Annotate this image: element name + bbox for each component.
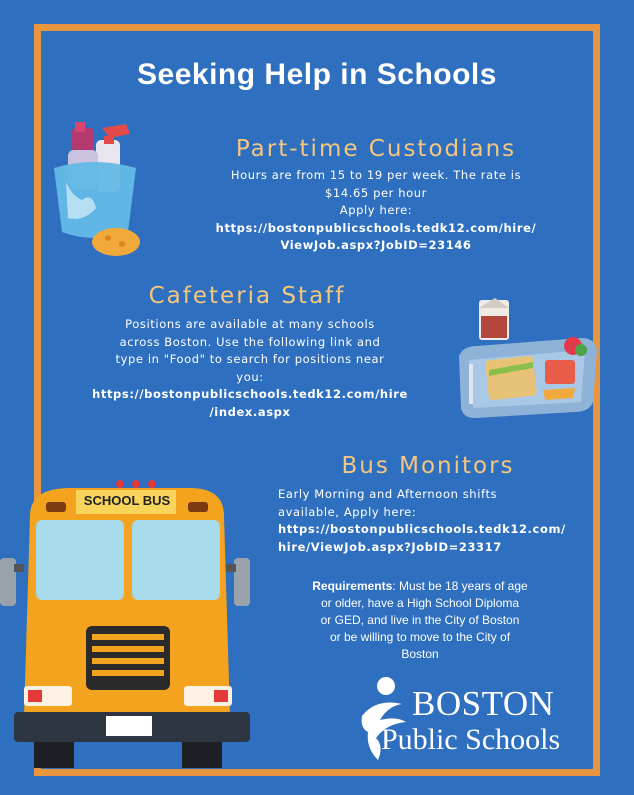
requirements-line-4: or be willing to move to the City of bbox=[329, 630, 511, 644]
cafeteria-link-2[interactable]: /index.aspx bbox=[209, 404, 291, 419]
cafeteria-link-1[interactable]: https://bostonpublicschools.tedk12.com/hire bbox=[92, 387, 408, 401]
requirements-line-3: or GED, and live in the City of Boston bbox=[320, 613, 520, 627]
bus-monitors-text bbox=[278, 486, 598, 556]
bus-monitors-link-1[interactable]: https://bostonpublicschools.tedk12.com/ bbox=[278, 522, 566, 536]
logo-boston: BOSTON bbox=[412, 684, 555, 723]
bus-sign: SCHOOL BUS bbox=[83, 493, 171, 508]
logo-public-schools: Public Schools bbox=[381, 723, 561, 756]
cleaning-supplies-illustration bbox=[44, 122, 154, 262]
requirements-text bbox=[298, 578, 542, 663]
custodians-line-1: Hours are from 15 to 19 per week. The rate is bbox=[230, 168, 522, 182]
custodians-line-3: Apply here: bbox=[339, 203, 413, 217]
cafeteria-line-2: across Boston. Use the following link and bbox=[119, 334, 381, 349]
cafeteria-line-1: Positions are available at many schools bbox=[125, 317, 375, 331]
custodians-heading: Part-time Custodians bbox=[235, 136, 517, 162]
poster-title: Seeking Help in Schools bbox=[137, 58, 497, 91]
bus-monitors-line-2: available, Apply here: bbox=[278, 504, 417, 519]
custodians-text bbox=[196, 167, 556, 255]
school-bus-illustration bbox=[0, 476, 262, 776]
lunch-tray-illustration bbox=[455, 298, 605, 428]
cafeteria-line-3: type in "Food" to search for positions near bbox=[115, 352, 385, 366]
cafeteria-text bbox=[70, 316, 430, 421]
requirements-line-1: : Must be 18 years of age bbox=[392, 579, 528, 593]
requirements-label: Requirements bbox=[312, 579, 393, 593]
requirements-line-5: Boston bbox=[401, 647, 439, 661]
cafeteria-line-4: you: bbox=[236, 369, 264, 384]
requirements-line-2: or older, have a High School Diploma bbox=[320, 596, 520, 610]
bus-monitors-heading: Bus Monitors bbox=[341, 453, 515, 479]
custodians-link-2[interactable]: ViewJob.aspx?JobID=23146 bbox=[280, 238, 472, 252]
cafeteria-heading: Cafeteria Staff bbox=[148, 283, 346, 309]
bus-monitors-link-2[interactable]: hire/ViewJob.aspx?JobID=23317 bbox=[278, 539, 502, 554]
bus-monitors-line-1: Early Morning and Afternoon shifts bbox=[278, 487, 498, 501]
custodians-line-2: $14.65 per hour bbox=[325, 185, 427, 200]
custodians-link-1[interactable]: https://bostonpublicschools.tedk12.com/hire/ bbox=[215, 220, 537, 235]
